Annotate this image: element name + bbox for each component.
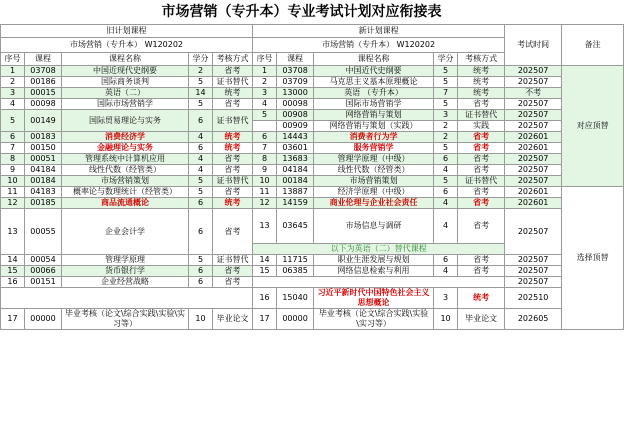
old-name: 国际市场营销学 bbox=[62, 99, 189, 110]
new-name: 职业生涯发展与规划 bbox=[314, 255, 434, 266]
new-code: 11715 bbox=[277, 255, 314, 266]
new-code: 03645 bbox=[277, 209, 314, 244]
new-no: 17 bbox=[253, 309, 277, 330]
new-empty bbox=[253, 277, 505, 288]
old-mode: 省考 bbox=[213, 187, 253, 198]
old-credit: 6 bbox=[189, 110, 213, 132]
new-code: 00909 bbox=[277, 121, 314, 132]
new-credit: 4 bbox=[434, 165, 458, 176]
column-header-no: 序号 bbox=[1, 53, 25, 66]
old-no: 6 bbox=[1, 132, 25, 143]
old-substitute-subheader: 以下为英语（二）替代课程 bbox=[253, 244, 505, 255]
new-credit: 5 bbox=[434, 99, 458, 110]
new-major: 市场营销（专升本） W120202 bbox=[253, 38, 505, 53]
new-no: 15 bbox=[253, 266, 277, 277]
header-row bbox=[1, 25, 624, 38]
remark-header: 备注 bbox=[562, 25, 624, 66]
old-code: 00184 bbox=[25, 176, 62, 187]
old-name: 管理系统中计算机应用 bbox=[62, 154, 189, 165]
new-name: 网络营销与策划（实践） bbox=[314, 121, 434, 132]
new-code: 00184 bbox=[277, 176, 314, 187]
new-code: 13000 bbox=[277, 88, 314, 99]
old-name: 毕业考核（论文\综合实践\实验\实习等） bbox=[62, 309, 189, 330]
new-name: 网络营销与策划 bbox=[314, 110, 434, 121]
old-name: 商品流通概论 bbox=[62, 198, 189, 209]
new-mode: 毕业论文 bbox=[458, 309, 505, 330]
new-mode: 证书替代 bbox=[458, 110, 505, 121]
old-credit: 4 bbox=[189, 154, 213, 165]
old-no: 17 bbox=[1, 309, 25, 330]
old-credit: 6 bbox=[189, 266, 213, 277]
new-code: 14443 bbox=[277, 132, 314, 143]
old-code: 00054 bbox=[25, 255, 62, 266]
exam-time: 不考 bbox=[505, 88, 562, 99]
new-no: 3 bbox=[253, 88, 277, 99]
old-no: 13 bbox=[1, 209, 25, 255]
column-header-name: 课程名称 bbox=[62, 53, 189, 66]
new-name: 商业伦理与企业社会责任 bbox=[314, 198, 434, 209]
old-name: 企业会计学 bbox=[62, 209, 189, 255]
old-name: 管理学原理 bbox=[62, 255, 189, 266]
old-name: 中国近现代史纲要 bbox=[62, 66, 189, 77]
old-empty bbox=[1, 288, 253, 309]
new-no: 12 bbox=[253, 198, 277, 209]
old-mode: 统考 bbox=[213, 143, 253, 154]
new-no: 10 bbox=[253, 176, 277, 187]
old-name: 英语（二） bbox=[62, 88, 189, 99]
new-mode: 省考 bbox=[458, 209, 505, 244]
new-credit: 6 bbox=[434, 255, 458, 266]
old-credit: 5 bbox=[189, 99, 213, 110]
old-mode: 省考 bbox=[213, 99, 253, 110]
column-header-code: 课程 bbox=[277, 53, 314, 66]
column-header-credit: 学分 bbox=[189, 53, 213, 66]
new-mode: 证书替代 bbox=[458, 176, 505, 187]
old-name: 国际贸易理论与实务 bbox=[62, 110, 189, 132]
new-no: 9 bbox=[253, 165, 277, 176]
new-name: 服务营销学 bbox=[314, 143, 434, 154]
new-credit: 5 bbox=[434, 66, 458, 77]
old-no: 16 bbox=[1, 277, 25, 288]
new-name: 中国近代史纲要 bbox=[314, 66, 434, 77]
new-name: 市场信息与调研 bbox=[314, 209, 434, 244]
old-no: 8 bbox=[1, 154, 25, 165]
new-credit: 5 bbox=[434, 77, 458, 88]
table-row bbox=[1, 110, 624, 121]
old-mode: 毕业论文 bbox=[213, 309, 253, 330]
old-credit: 5 bbox=[189, 77, 213, 88]
new-credit: 7 bbox=[434, 88, 458, 99]
old-code: 03708 bbox=[25, 66, 62, 77]
exam-time: 202507 bbox=[505, 176, 562, 187]
new-credit: 6 bbox=[434, 154, 458, 165]
old-no: 5 bbox=[1, 110, 25, 132]
exam-time: 202507 bbox=[505, 165, 562, 176]
new-no: 2 bbox=[253, 77, 277, 88]
table-row bbox=[1, 132, 624, 143]
old-credit: 5 bbox=[189, 176, 213, 187]
new-code: 13683 bbox=[277, 154, 314, 165]
exam-time: 202507 bbox=[505, 99, 562, 110]
new-mode: 省考 bbox=[458, 99, 505, 110]
exam-time: 202601 bbox=[505, 198, 562, 209]
new-credit: 5 bbox=[434, 176, 458, 187]
old-mode: 证书替代 bbox=[213, 255, 253, 266]
old-plan-title: 旧计划课程 bbox=[1, 25, 253, 38]
old-name: 货币银行学 bbox=[62, 266, 189, 277]
old-no: 12 bbox=[1, 198, 25, 209]
exam-time: 202601 bbox=[505, 132, 562, 143]
column-header-mode: 考核方式 bbox=[213, 53, 253, 66]
old-mode: 证书替代 bbox=[213, 110, 253, 132]
exam-time: 202507 bbox=[505, 277, 562, 288]
old-code: 00055 bbox=[25, 209, 62, 255]
old-name: 线性代数（经管类） bbox=[62, 165, 189, 176]
old-name: 概率论与数理统计（经管类） bbox=[62, 187, 189, 198]
old-code: 00051 bbox=[25, 154, 62, 165]
exam-time: 202507 bbox=[505, 66, 562, 77]
new-name: 线性代数（经管类） bbox=[314, 165, 434, 176]
course-table bbox=[0, 24, 624, 330]
old-code: 00150 bbox=[25, 143, 62, 154]
table-row bbox=[1, 309, 624, 330]
new-code: 00000 bbox=[277, 309, 314, 330]
old-code: 00098 bbox=[25, 99, 62, 110]
new-credit: 2 bbox=[434, 132, 458, 143]
new-code: 03708 bbox=[277, 66, 314, 77]
old-code: 00186 bbox=[25, 77, 62, 88]
column-header-code: 课程 bbox=[25, 53, 62, 66]
old-code: 00151 bbox=[25, 277, 62, 288]
exam-time: 202507 bbox=[505, 154, 562, 165]
new-mode: 省考 bbox=[458, 198, 505, 209]
column-header-mode: 考核方式 bbox=[458, 53, 505, 66]
column-header-name: 课程名称 bbox=[314, 53, 434, 66]
old-code: 04183 bbox=[25, 187, 62, 198]
new-mode: 省考 bbox=[458, 154, 505, 165]
new-name: 毕业考核（论文\综合实践\实验\实习等） bbox=[314, 309, 434, 330]
table-row bbox=[1, 198, 624, 209]
old-code: 00185 bbox=[25, 198, 62, 209]
new-no: 1 bbox=[253, 66, 277, 77]
old-mode: 省考 bbox=[213, 66, 253, 77]
column-header-credit: 学分 bbox=[434, 53, 458, 66]
old-credit: 5 bbox=[189, 255, 213, 266]
old-credit: 2 bbox=[189, 66, 213, 77]
new-name: 经济学原理（中级） bbox=[314, 187, 434, 198]
new-no: 16 bbox=[253, 288, 277, 309]
old-mode: 证书替代 bbox=[213, 77, 253, 88]
old-mode: 省考 bbox=[213, 209, 253, 255]
old-no: 2 bbox=[1, 77, 25, 88]
table-row bbox=[1, 209, 624, 244]
new-no: 6 bbox=[253, 132, 277, 143]
new-code: 15040 bbox=[277, 288, 314, 309]
exam-time: 202601 bbox=[505, 143, 562, 154]
table-row bbox=[1, 66, 624, 77]
new-name: 国际市场营销学 bbox=[314, 99, 434, 110]
new-code: 00908 bbox=[277, 110, 314, 121]
old-code: 04184 bbox=[25, 165, 62, 176]
new-code: 14159 bbox=[277, 198, 314, 209]
new-credit: 10 bbox=[434, 309, 458, 330]
new-no: 8 bbox=[253, 154, 277, 165]
table-row bbox=[1, 143, 624, 154]
new-credit: 3 bbox=[434, 288, 458, 309]
exam-time: 202507 bbox=[505, 77, 562, 88]
old-no: 9 bbox=[1, 165, 25, 176]
new-credit: 3 bbox=[434, 110, 458, 121]
exam-time: 202507 bbox=[505, 121, 562, 132]
old-credit: 6 bbox=[189, 209, 213, 255]
new-name: 英语 （专升本） bbox=[314, 88, 434, 99]
new-credit: 6 bbox=[434, 187, 458, 198]
remark-choose: 选择顶替 bbox=[562, 187, 624, 330]
new-code: 04184 bbox=[277, 165, 314, 176]
new-code: 06385 bbox=[277, 266, 314, 277]
new-no: 7 bbox=[253, 143, 277, 154]
old-credit: 6 bbox=[189, 198, 213, 209]
exam-time-header: 考试时间 bbox=[505, 25, 562, 66]
old-mode: 证书替代 bbox=[213, 176, 253, 187]
column-header-no: 序号 bbox=[253, 53, 277, 66]
new-credit: 2 bbox=[434, 121, 458, 132]
new-code: 03601 bbox=[277, 143, 314, 154]
old-credit: 4 bbox=[189, 165, 213, 176]
new-credit: 4 bbox=[434, 266, 458, 277]
old-credit: 4 bbox=[189, 132, 213, 143]
new-code: 03709 bbox=[277, 77, 314, 88]
new-mode: 省考 bbox=[458, 132, 505, 143]
new-mode: 省考 bbox=[458, 266, 505, 277]
old-mode: 统考 bbox=[213, 198, 253, 209]
old-code: 00066 bbox=[25, 266, 62, 277]
old-credit: 6 bbox=[189, 143, 213, 154]
new-code: 13887 bbox=[277, 187, 314, 198]
table-row bbox=[1, 255, 624, 266]
old-name: 企业经营战略 bbox=[62, 277, 189, 288]
table-row bbox=[1, 165, 624, 176]
old-no: 14 bbox=[1, 255, 25, 266]
old-credit: 5 bbox=[189, 187, 213, 198]
new-name: 马克思主义基本原理概论 bbox=[314, 77, 434, 88]
old-mode: 统考 bbox=[213, 88, 253, 99]
exam-time: 202507 bbox=[505, 266, 562, 277]
new-mode: 省考 bbox=[458, 187, 505, 198]
new-mode: 统考 bbox=[458, 288, 505, 309]
old-name: 金融理论与实务 bbox=[62, 143, 189, 154]
table-row bbox=[1, 176, 624, 187]
old-code: 00000 bbox=[25, 309, 62, 330]
new-credit: 5 bbox=[434, 143, 458, 154]
remark-direct: 对应顶替 bbox=[562, 66, 624, 187]
new-mode: 省考 bbox=[458, 255, 505, 266]
exam-time: 202507 bbox=[505, 110, 562, 121]
old-mode: 省考 bbox=[213, 154, 253, 165]
new-name: 消费者行为学 bbox=[314, 132, 434, 143]
exam-time: 202507 bbox=[505, 209, 562, 255]
new-no: 13 bbox=[253, 209, 277, 244]
new-no: 14 bbox=[253, 255, 277, 266]
table-row bbox=[1, 88, 624, 99]
new-credit: 4 bbox=[434, 198, 458, 209]
old-no: 4 bbox=[1, 99, 25, 110]
old-credit: 10 bbox=[189, 309, 213, 330]
new-no: 5 bbox=[253, 110, 277, 121]
new-mode: 统考 bbox=[458, 77, 505, 88]
exam-time: 202510 bbox=[505, 288, 562, 309]
new-mode: 统考 bbox=[458, 88, 505, 99]
old-code: 00149 bbox=[25, 110, 62, 132]
new-mode: 统考 bbox=[458, 66, 505, 77]
new-mode: 省考 bbox=[458, 165, 505, 176]
exam-time: 202601 bbox=[505, 187, 562, 198]
new-credit: 4 bbox=[434, 209, 458, 244]
table-row bbox=[1, 187, 624, 198]
table-row bbox=[1, 277, 624, 288]
new-mode: 实践 bbox=[458, 121, 505, 132]
exam-time: 202507 bbox=[505, 255, 562, 266]
new-name: 管理学原理（中级） bbox=[314, 154, 434, 165]
new-no: 11 bbox=[253, 187, 277, 198]
old-no: 7 bbox=[1, 143, 25, 154]
table-row bbox=[1, 77, 624, 88]
new-plan-title: 新计划课程 bbox=[253, 25, 505, 38]
table-row bbox=[1, 288, 624, 309]
old-no: 11 bbox=[1, 187, 25, 198]
old-name: 市场营销策划 bbox=[62, 176, 189, 187]
old-credit: 14 bbox=[189, 88, 213, 99]
old-mode: 省考 bbox=[213, 266, 253, 277]
new-name: 习近平新时代中国特色社会主义思想概论 bbox=[314, 288, 434, 309]
old-major: 市场营销（专升本） W120202 bbox=[1, 38, 253, 53]
new-code: 00098 bbox=[277, 99, 314, 110]
old-no: 10 bbox=[1, 176, 25, 187]
old-no: 3 bbox=[1, 88, 25, 99]
old-no: 15 bbox=[1, 266, 25, 277]
old-mode: 统考 bbox=[213, 132, 253, 143]
page-title: 市场营销（专升本）专业考试计划对应衔接表 bbox=[161, 4, 442, 20]
new-mode: 省考 bbox=[458, 143, 505, 154]
old-name: 消费经济学 bbox=[62, 132, 189, 143]
old-no: 1 bbox=[1, 66, 25, 77]
table-row bbox=[1, 266, 624, 277]
exam-time: 202605 bbox=[505, 309, 562, 330]
new-no: 4 bbox=[253, 99, 277, 110]
old-mode: 省考 bbox=[213, 277, 253, 288]
old-code: 00183 bbox=[25, 132, 62, 143]
new-name: 市场营销策划 bbox=[314, 176, 434, 187]
old-credit: 6 bbox=[189, 277, 213, 288]
old-name: 国际商务谈判 bbox=[62, 77, 189, 88]
old-mode: 省考 bbox=[213, 165, 253, 176]
old-code: 00015 bbox=[25, 88, 62, 99]
new-no bbox=[253, 121, 277, 132]
table-row bbox=[1, 99, 624, 110]
table-row bbox=[1, 154, 624, 165]
new-name: 网络信息检索与利用 bbox=[314, 266, 434, 277]
